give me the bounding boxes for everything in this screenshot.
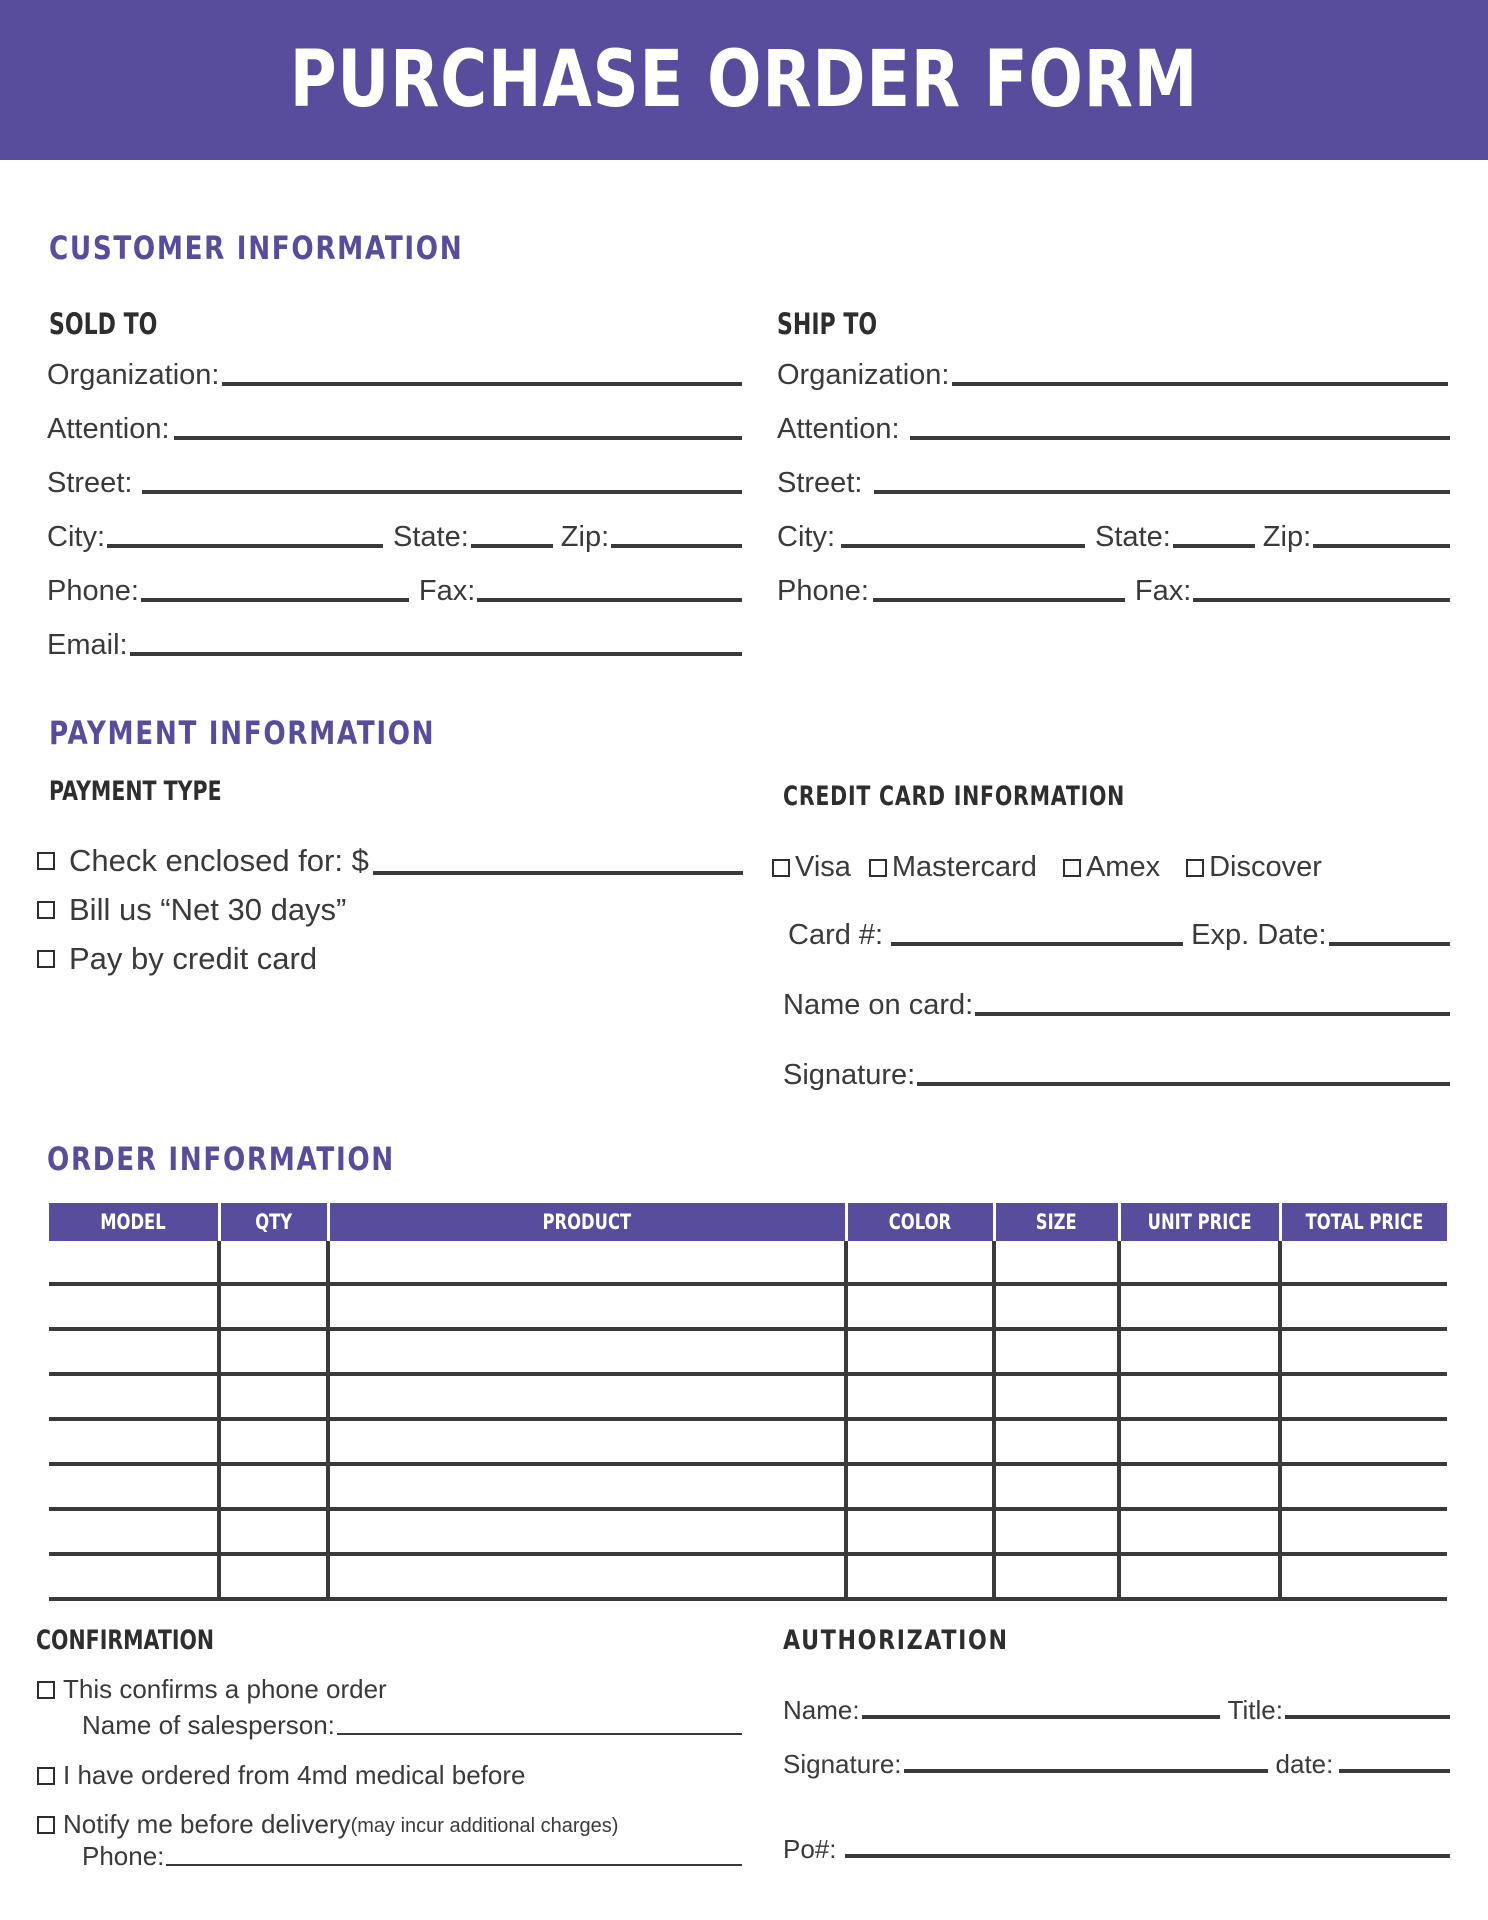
table-cell[interactable] bbox=[994, 1464, 1119, 1509]
field-label: Exp. Date: bbox=[1191, 919, 1327, 951]
notify-note: (may incur additional charges) bbox=[350, 1815, 619, 1837]
field-label: Attention: bbox=[47, 413, 170, 445]
state-line[interactable] bbox=[1173, 544, 1255, 548]
sold-to-email-field[interactable] bbox=[47, 631, 742, 660]
check-amount-line[interactable] bbox=[373, 871, 743, 875]
write-line bbox=[222, 382, 743, 386]
salesperson-name-field[interactable] bbox=[82, 1712, 742, 1738]
card-number-line[interactable] bbox=[891, 942, 1183, 946]
checkbox-mastercard[interactable] bbox=[869, 859, 887, 877]
option-label: Notify me before delivery bbox=[63, 1809, 351, 1839]
field-label: Phone: bbox=[777, 575, 869, 607]
table-cell[interactable] bbox=[846, 1509, 994, 1554]
credit-card-information-heading: CREDIT CARD INFORMATION bbox=[783, 781, 1126, 812]
table-cell[interactable] bbox=[1280, 1554, 1447, 1599]
column-header-product: PRODUCT bbox=[328, 1203, 846, 1241]
notify-phone-field[interactable] bbox=[82, 1843, 742, 1869]
table-cell[interactable] bbox=[1280, 1464, 1447, 1509]
table-cell[interactable] bbox=[328, 1241, 846, 1284]
option-label: I have ordered from 4md medical before bbox=[63, 1760, 526, 1790]
sold-to-organization-field[interactable] bbox=[47, 361, 742, 390]
write-line bbox=[142, 490, 742, 494]
state-line[interactable] bbox=[471, 544, 553, 548]
table-row bbox=[49, 1284, 1447, 1329]
exp-date-line[interactable] bbox=[1329, 942, 1450, 946]
checkbox-discover[interactable] bbox=[1186, 859, 1204, 877]
table-cell[interactable] bbox=[994, 1554, 1119, 1599]
table-cell[interactable] bbox=[1280, 1419, 1447, 1464]
po-number-field[interactable] bbox=[783, 1836, 1450, 1862]
write-line bbox=[917, 1082, 1450, 1086]
table-cell[interactable] bbox=[1119, 1464, 1280, 1509]
field-label: State: bbox=[393, 521, 469, 553]
table-cell[interactable] bbox=[994, 1419, 1119, 1464]
column-header-size: SIZE bbox=[994, 1203, 1119, 1241]
table-row bbox=[49, 1509, 1447, 1554]
table-cell[interactable] bbox=[1119, 1509, 1280, 1554]
table-row bbox=[49, 1329, 1447, 1374]
checkbox-amex[interactable] bbox=[1063, 859, 1081, 877]
table-cell[interactable] bbox=[846, 1284, 994, 1329]
checkbox-visa[interactable] bbox=[772, 859, 790, 877]
card-type-options bbox=[772, 851, 1322, 884]
column-header-total-price: TOTAL PRICE bbox=[1280, 1203, 1447, 1241]
field-label: Card #: bbox=[788, 919, 884, 951]
auth-name-line[interactable] bbox=[862, 1715, 1220, 1719]
table-row bbox=[49, 1554, 1447, 1599]
sold-to-attention-field[interactable] bbox=[47, 415, 742, 444]
fax-line[interactable] bbox=[1193, 598, 1450, 602]
table-cell[interactable] bbox=[328, 1509, 846, 1554]
table-row bbox=[49, 1374, 1447, 1419]
order-information-heading: ORDER INFORMATION bbox=[47, 1140, 395, 1178]
table-cell[interactable] bbox=[328, 1419, 846, 1464]
table-cell[interactable] bbox=[328, 1464, 846, 1509]
fax-line[interactable] bbox=[477, 598, 742, 602]
table-cell[interactable] bbox=[1119, 1241, 1280, 1284]
field-label: Organization: bbox=[777, 359, 950, 391]
checkbox[interactable] bbox=[37, 901, 55, 919]
table-cell[interactable] bbox=[994, 1284, 1119, 1329]
auth-title-line[interactable] bbox=[1285, 1715, 1450, 1719]
zip-line[interactable] bbox=[1313, 544, 1450, 548]
column-header-qty: QTY bbox=[219, 1203, 328, 1241]
title-banner bbox=[0, 0, 1488, 160]
field-label: Zip: bbox=[1262, 521, 1312, 553]
table-cell[interactable] bbox=[1280, 1329, 1447, 1374]
table-cell[interactable] bbox=[846, 1241, 994, 1284]
card-label-mastercard: Mastercard bbox=[891, 851, 1037, 883]
table-cell[interactable] bbox=[49, 1554, 219, 1599]
authorization-heading: AUTHORIZATION bbox=[783, 1625, 1009, 1656]
field-label: Title: bbox=[1227, 1695, 1283, 1725]
table-cell[interactable] bbox=[994, 1374, 1119, 1419]
ship-to-street-field[interactable] bbox=[777, 469, 1450, 498]
field-label: Phone: bbox=[82, 1841, 165, 1871]
table-cell[interactable] bbox=[1119, 1554, 1280, 1599]
table-cell[interactable] bbox=[219, 1509, 328, 1554]
ship-to-organization-field[interactable] bbox=[777, 361, 1448, 390]
table-cell[interactable] bbox=[49, 1419, 219, 1464]
order-table bbox=[49, 1203, 1447, 1601]
authorization-name-title-row bbox=[783, 1697, 1450, 1723]
ship-to-heading: SHIP TO bbox=[777, 307, 878, 341]
card-label-discover: Discover bbox=[1209, 851, 1322, 883]
checkbox[interactable] bbox=[37, 950, 55, 968]
field-label: Signature: bbox=[783, 1749, 902, 1779]
field-label: Phone: bbox=[47, 575, 139, 607]
sold-to-city-state-zip bbox=[47, 523, 742, 552]
field-label: Name of salesperson: bbox=[82, 1710, 335, 1740]
payment-information-heading: PAYMENT INFORMATION bbox=[49, 714, 436, 752]
table-cell[interactable] bbox=[846, 1374, 994, 1419]
table-cell[interactable] bbox=[219, 1464, 328, 1509]
table-row bbox=[49, 1241, 1447, 1284]
checkbox[interactable] bbox=[37, 1681, 55, 1699]
option-label: Pay by credit card bbox=[69, 941, 318, 976]
write-line bbox=[130, 652, 742, 656]
column-header-color: COLOR bbox=[846, 1203, 994, 1241]
table-cell[interactable] bbox=[219, 1554, 328, 1599]
write-line bbox=[174, 436, 742, 440]
field-label: Name: bbox=[783, 1695, 860, 1725]
checkbox[interactable] bbox=[37, 1816, 55, 1834]
payment-option-net30[interactable] bbox=[37, 892, 346, 928]
field-label: Po#: bbox=[783, 1834, 837, 1864]
field-label: date: bbox=[1275, 1749, 1334, 1779]
city-line[interactable] bbox=[107, 544, 383, 548]
table-cell[interactable] bbox=[1119, 1419, 1280, 1464]
field-label: Name on card: bbox=[783, 989, 974, 1021]
table-cell[interactable] bbox=[1280, 1509, 1447, 1554]
sold-to-heading: SOLD TO bbox=[49, 307, 158, 341]
zip-line[interactable] bbox=[611, 544, 742, 548]
option-label: This confirms a phone order bbox=[63, 1674, 387, 1704]
table-cell[interactable] bbox=[846, 1419, 994, 1464]
field-label: Attention: bbox=[777, 413, 900, 445]
customer-information-heading: CUSTOMER INFORMATION bbox=[49, 229, 464, 267]
table-cell[interactable] bbox=[846, 1329, 994, 1374]
city-line[interactable] bbox=[841, 544, 1085, 548]
phone-line[interactable] bbox=[873, 598, 1125, 602]
ordered-before-option[interactable] bbox=[37, 1760, 525, 1791]
table-cell[interactable] bbox=[328, 1329, 846, 1374]
table-cell[interactable] bbox=[1119, 1329, 1280, 1374]
card-signature-field[interactable] bbox=[783, 1061, 1450, 1090]
table-cell[interactable] bbox=[49, 1464, 219, 1509]
field-label: Fax: bbox=[1134, 575, 1192, 607]
form-title: PURCHASE ORDER FORM bbox=[289, 35, 1199, 125]
payment-option-credit-card[interactable] bbox=[37, 941, 317, 977]
write-line bbox=[952, 382, 1449, 386]
order-table-header bbox=[49, 1203, 1447, 1241]
table-cell[interactable] bbox=[1280, 1374, 1447, 1419]
field-label: Fax: bbox=[418, 575, 476, 607]
table-cell[interactable] bbox=[1280, 1241, 1447, 1284]
phone-line[interactable] bbox=[141, 598, 409, 602]
card-label-amex: Amex bbox=[1085, 851, 1161, 883]
table-cell[interactable] bbox=[49, 1284, 219, 1329]
write-line bbox=[975, 1012, 1450, 1016]
card-label-visa: Visa bbox=[795, 851, 851, 883]
confirmation-heading: CONFIRMATION bbox=[36, 1625, 215, 1656]
sold-to-phone-fax bbox=[47, 577, 742, 606]
table-cell[interactable] bbox=[994, 1241, 1119, 1284]
write-line bbox=[166, 1864, 742, 1866]
table-cell[interactable] bbox=[219, 1284, 328, 1329]
table-cell[interactable] bbox=[1280, 1284, 1447, 1329]
field-label: State: bbox=[1095, 521, 1171, 553]
payment-type-heading: PAYMENT TYPE bbox=[49, 776, 222, 807]
column-header-model: MODEL bbox=[49, 1203, 219, 1241]
field-label: Organization: bbox=[47, 359, 220, 391]
notify-before-delivery-option[interactable] bbox=[37, 1809, 618, 1840]
name-on-card-field[interactable] bbox=[783, 991, 1450, 1020]
table-cell[interactable] bbox=[328, 1284, 846, 1329]
table-cell[interactable] bbox=[846, 1554, 994, 1599]
table-cell[interactable] bbox=[1119, 1374, 1280, 1419]
table-cell[interactable] bbox=[219, 1419, 328, 1464]
option-label: Check enclosed for: $ bbox=[69, 843, 369, 878]
write-line bbox=[337, 1733, 742, 1735]
write-line bbox=[845, 1854, 1451, 1858]
checkbox[interactable] bbox=[37, 1767, 55, 1785]
option-label: Bill us “Net 30 days” bbox=[69, 892, 347, 927]
field-label: City: bbox=[777, 521, 835, 553]
ship-to-city-state-zip bbox=[777, 523, 1450, 552]
ship-to-attention-field[interactable] bbox=[777, 415, 1450, 444]
column-header-unit-price: UNIT PRICE bbox=[1119, 1203, 1280, 1241]
payment-option-check[interactable] bbox=[37, 843, 743, 879]
table-row bbox=[49, 1419, 1447, 1464]
table-cell[interactable] bbox=[49, 1329, 219, 1374]
card-number-exp-row bbox=[788, 921, 1450, 950]
write-line bbox=[874, 490, 1450, 494]
table-row bbox=[49, 1464, 1447, 1509]
sold-to-street-field[interactable] bbox=[47, 469, 742, 498]
field-label: City: bbox=[47, 521, 105, 553]
table-cell[interactable] bbox=[328, 1554, 846, 1599]
field-label: Street: bbox=[47, 467, 133, 499]
table-cell[interactable] bbox=[1119, 1284, 1280, 1329]
table-cell[interactable] bbox=[219, 1329, 328, 1374]
write-line bbox=[910, 436, 1450, 440]
table-cell[interactable] bbox=[49, 1241, 219, 1284]
field-label: Signature: bbox=[783, 1059, 916, 1091]
table-cell[interactable] bbox=[328, 1374, 846, 1419]
auth-date-line[interactable] bbox=[1339, 1769, 1450, 1773]
confirm-phone-order-option[interactable] bbox=[37, 1674, 387, 1705]
table-cell[interactable] bbox=[219, 1241, 328, 1284]
auth-signature-line[interactable] bbox=[904, 1769, 1268, 1773]
table-cell[interactable] bbox=[994, 1329, 1119, 1374]
table-cell[interactable] bbox=[994, 1509, 1119, 1554]
field-label: Street: bbox=[777, 467, 863, 499]
table-cell[interactable] bbox=[49, 1374, 219, 1419]
field-label: Zip: bbox=[560, 521, 610, 553]
table-cell[interactable] bbox=[219, 1374, 328, 1419]
table-cell[interactable] bbox=[49, 1509, 219, 1554]
field-label: Email: bbox=[47, 629, 128, 661]
table-cell[interactable] bbox=[846, 1464, 994, 1509]
checkbox[interactable] bbox=[37, 852, 55, 870]
ship-to-phone-fax bbox=[777, 577, 1450, 606]
authorization-signature-date-row bbox=[783, 1751, 1450, 1777]
